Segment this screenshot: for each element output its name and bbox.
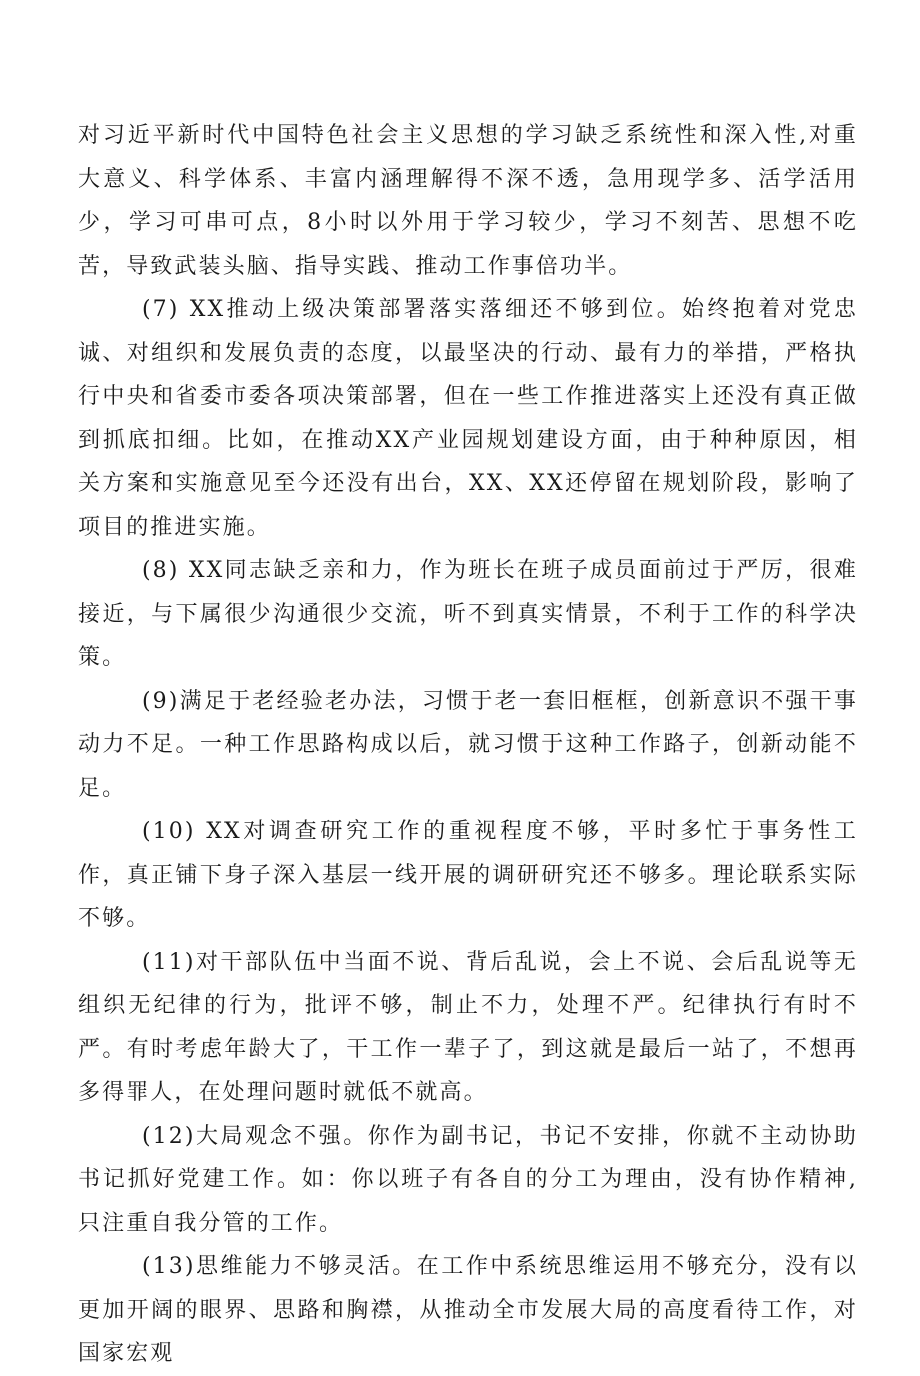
document-body bbox=[78, 114, 858, 1376]
paragraph: 对习近平新时代中国特色社会主义思想的学习缺乏系统性和深入性,对重大意义、科学体系、丰富内涵理解得不深不透，急用现学多、活学活用少，学习可串可点，8小时以外用于学习较少，学习不刻苦、思想不吃苦，导致武装头脑、指导实践、推动工作事倍功半。 bbox=[78, 123, 858, 279]
paragraph-item-8: (8) XX同志缺乏亲和力，作为班长在班子成员面前过于严厉，很难接近，与下属很少沟通很少交流，听不到真实情景，不利于工作的科学决策。 bbox=[78, 558, 858, 670]
paragraph-item-11: (11)对干部队伍中当面不说、背后乱说，会上不说、会后乱说等无组织无纪律的行为，批评不够，制止不力，处理不严。纪律执行有时不严。有时考虑年龄大了，干工作一辈子了，到这就是最后一站了，不想再多得罪人，在处理问题时就低不就高。 bbox=[78, 949, 858, 1105]
paragraph-item-12: (12)大局观念不强。你作为副书记，书记不安排，你就不主动协助书记抓好党建工作。如：你以班子有各自的分工为理由，没有协作精神,只注重自我分管的工作。 bbox=[78, 1123, 858, 1236]
paragraph-item-9: (9)满足于老经验老办法，习惯于老一套旧框框，创新意识不强干事动力不足。一种工作思路构成以后，就习惯于这种工作路子，创新动能不足。 bbox=[78, 688, 858, 801]
paragraph-item-13: (13)思维能力不够灵活。在工作中系统思维运用不够充分，没有以更加开阔的眼界、思路和胸襟，从推动全市发展大局的高度看待工作，对国家宏观 bbox=[78, 1254, 858, 1366]
paragraph-item-10: (10) XX对调查研究工作的重视程度不够，平时多忙于事务性工作，真正铺下身子深入基层一线开展的调研研究还不够多。理论联系实际不够。 bbox=[78, 819, 858, 931]
paragraph-item-7: (7) XX推动上级决策部署落实落细还不够到位。始终抱着对党忠诚、对组织和发展负责的态度，以最坚决的行动、最有力的举措，严格执行中央和省委市委各项决策部署，但在一些工作推进落实上还没有真正做到抓底扣细。比如，在推动XX产业园规划建设方面，由于种种原因，相关方案和实施意见至今还没有出台，XX、XX还停留在规划阶段，影响了项目的推进实施。 bbox=[78, 297, 858, 540]
